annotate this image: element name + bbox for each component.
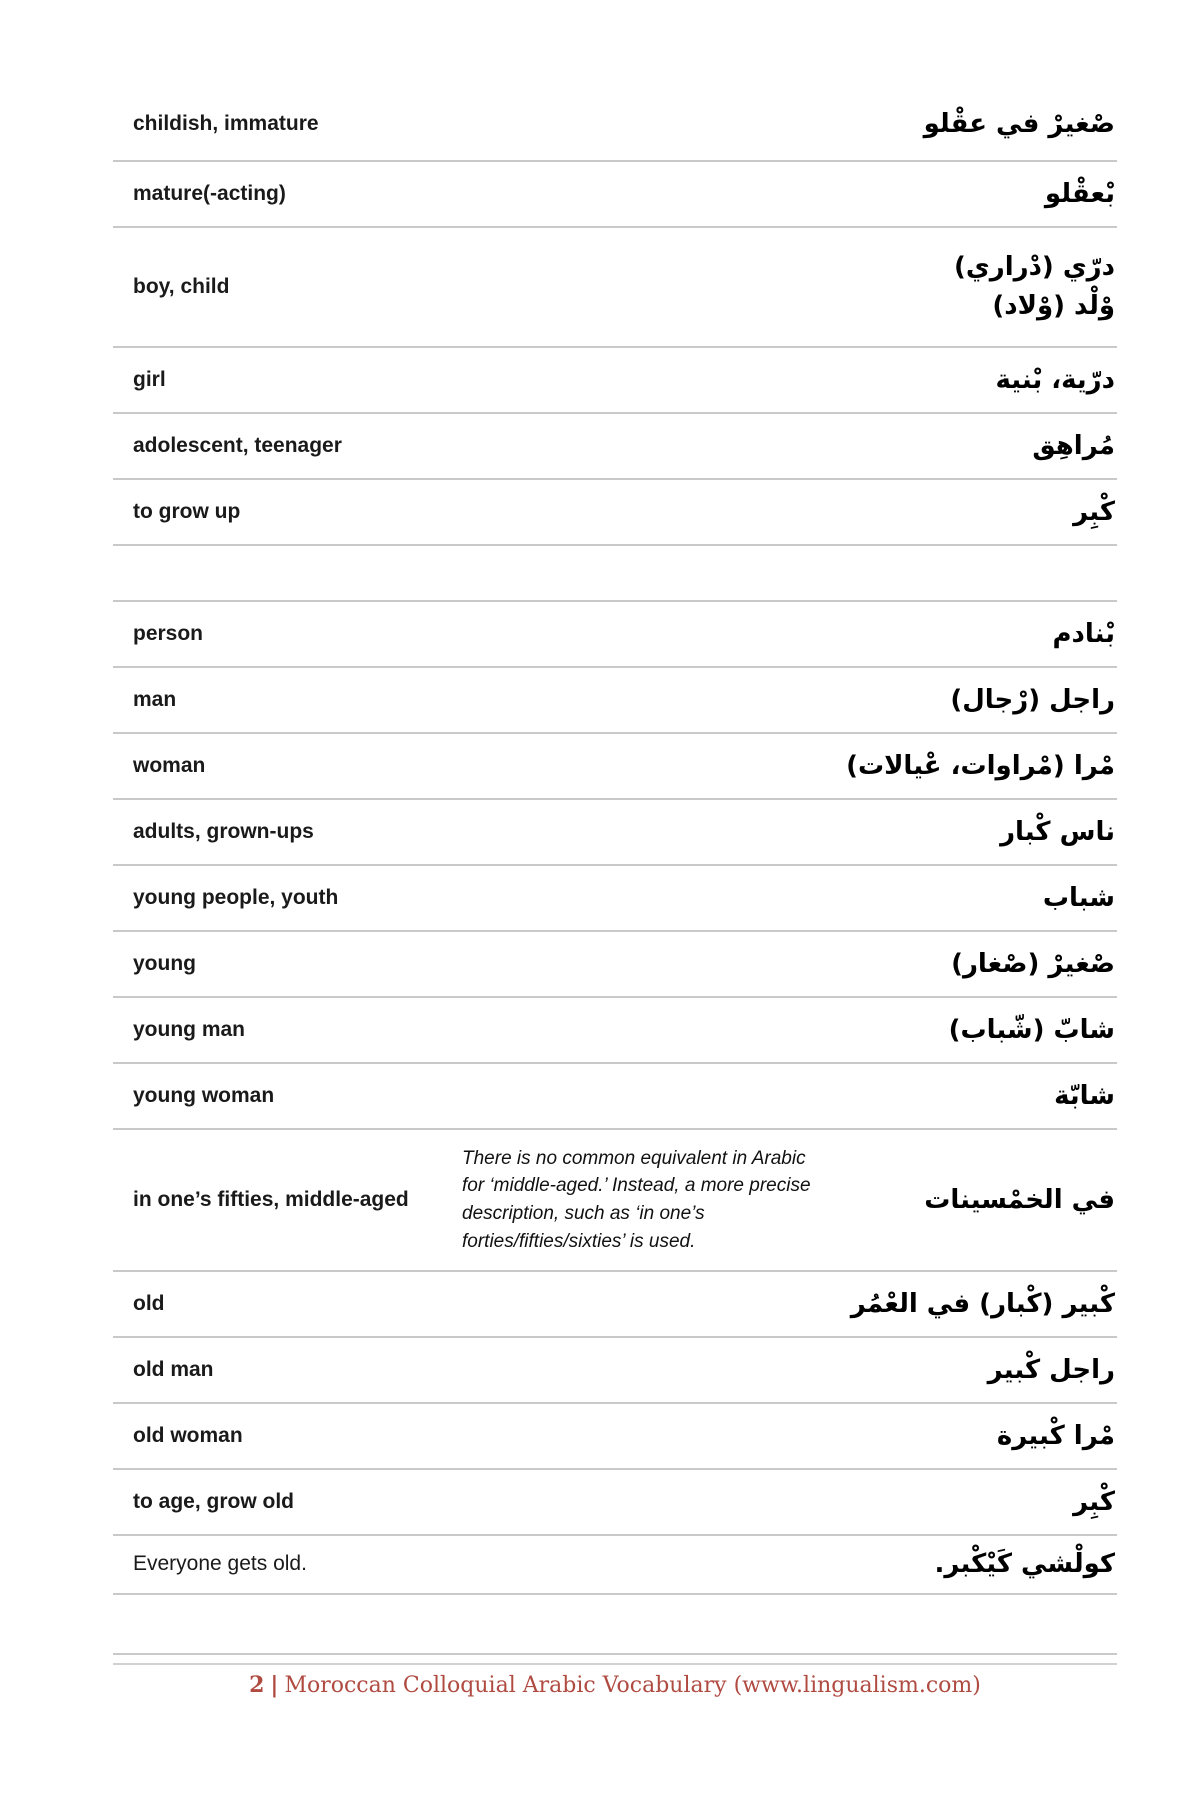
arabic-term: راجل (رْجال): [950, 684, 1115, 715]
english-term: man: [133, 687, 177, 711]
table-row: [113, 1470, 1117, 1536]
english-term: person: [133, 621, 204, 645]
footer-separator: |: [270, 1672, 279, 1698]
table-row: [113, 1536, 1117, 1595]
arabic-term: شابّة: [1054, 1080, 1115, 1111]
table-row: [113, 88, 1117, 162]
english-term: to age, grow old: [133, 1489, 294, 1513]
english-term: young man: [133, 1017, 246, 1041]
table-row: [113, 734, 1117, 800]
row-spacer: [113, 1595, 1117, 1655]
arabic-term: ناس كْبار: [1000, 816, 1115, 847]
english-term: old man: [133, 1357, 214, 1381]
table-row: [113, 348, 1117, 414]
arabic-term: مْرا (مْراوات، عْيالات): [846, 750, 1115, 781]
english-term: to grow up: [133, 499, 241, 523]
arabic-term: في الخمْسينات: [924, 1184, 1115, 1215]
arabic-term-line1: درّي (دْراري): [954, 252, 1115, 282]
english-term: adults, grown-ups: [133, 819, 314, 843]
table-row: [113, 1064, 1117, 1130]
arabic-term: شابّ (شّباب): [948, 1014, 1115, 1045]
arabic-term: [462, 248, 1117, 326]
arabic-term: مُراهِق: [1032, 430, 1115, 461]
arabic-term: كْبِر: [1073, 1486, 1115, 1517]
english-term: boy, child: [133, 274, 230, 298]
table-row: [113, 228, 1117, 348]
english-term: young woman: [133, 1083, 275, 1107]
english-term: young: [133, 951, 196, 975]
page-number: 2: [249, 1672, 265, 1698]
english-term: adolescent, teenager: [133, 433, 342, 457]
table-row: [113, 162, 1117, 228]
arabic-term: شباب: [1042, 882, 1115, 913]
english-term: old woman: [133, 1423, 243, 1447]
table-row: [113, 800, 1117, 866]
english-term: mature(-acting): [133, 181, 286, 205]
page-footer: [113, 1672, 1117, 1698]
table-row: [113, 602, 1117, 668]
footer-rule: [113, 1663, 1117, 1665]
arabic-term: مْرا كْبيرة: [996, 1420, 1115, 1451]
arabic-example: كولْشي كَيْكْبر.: [934, 1549, 1115, 1579]
arabic-term-line2: وْلْد (وْلاد): [992, 291, 1115, 321]
arabic-term: بْنادم: [1052, 618, 1115, 649]
table-row: [113, 1130, 1117, 1272]
table-row: [113, 866, 1117, 932]
english-term: childish, immature: [133, 111, 319, 135]
arabic-term: كْبير (كْبار) في العْمُر: [850, 1288, 1115, 1319]
english-term: young people, youth: [133, 885, 339, 909]
table-row: [113, 1272, 1117, 1338]
arabic-term: صْغيرْ في عقْلو: [923, 108, 1115, 139]
footer-title: Moroccan Colloquial Arabic Vocabulary (www.lingualism.com): [284, 1673, 981, 1698]
arabic-term: راجل كْبير: [987, 1354, 1115, 1385]
arabic-term: صْغيرْ (صْغار): [951, 948, 1115, 979]
usage-note: There is no common equivalent in Arabic for ‘middle-aged.’ Instead, a more precise description, such as ‘in one’s forties/fifties/sixties’ is used.: [462, 1147, 811, 1252]
english-term: girl: [133, 367, 166, 391]
table-row: [113, 932, 1117, 998]
english-term: old: [133, 1291, 165, 1315]
english-example: Everyone gets old.: [133, 1552, 307, 1576]
english-term: woman: [133, 753, 206, 777]
table-row: [113, 998, 1117, 1064]
arabic-term: درّية، بْنية: [995, 364, 1115, 395]
table-row: [113, 1404, 1117, 1470]
table-row: [113, 1338, 1117, 1404]
table-row: [113, 414, 1117, 480]
row-spacer: [113, 546, 1117, 602]
table-row: [113, 668, 1117, 734]
english-term: in one’s fifties, middle-aged: [133, 1187, 409, 1211]
vocab-table: [113, 88, 1117, 1655]
arabic-term: كْبِر: [1073, 496, 1115, 527]
table-row: [113, 480, 1117, 546]
arabic-term: بْعقْلو: [1044, 178, 1115, 209]
